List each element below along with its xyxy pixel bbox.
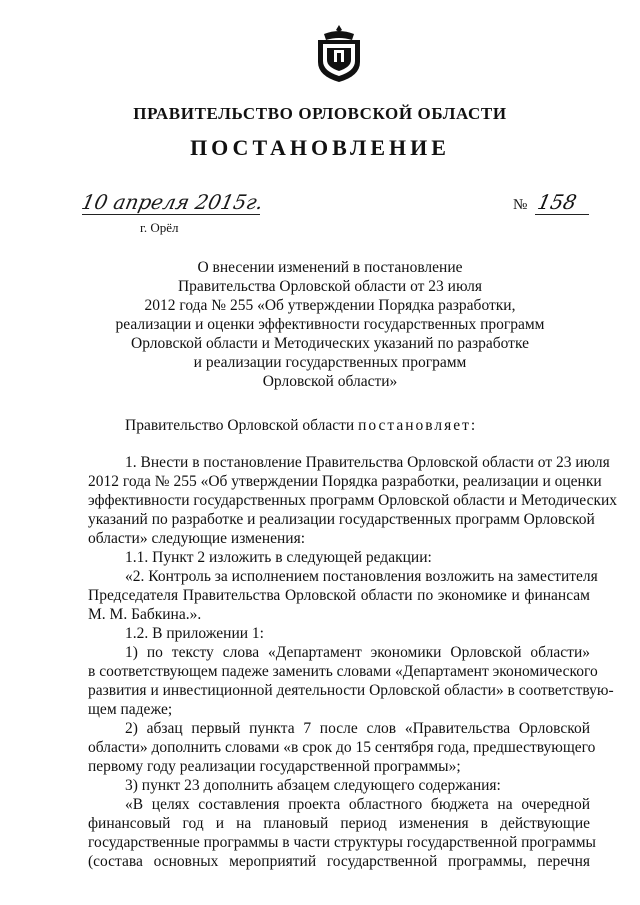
preamble-text: Правительство Орловской области xyxy=(125,417,359,434)
body-line: первому году реализации государственной программы»; xyxy=(88,758,461,775)
title-line: 2012 года № 255 «Об утверждении Порядка разработки, xyxy=(144,297,516,314)
number-underline xyxy=(535,214,589,215)
date-underline xyxy=(82,214,260,215)
coat-of-arms-emblem xyxy=(310,22,368,84)
body-line: области» дополнить словами «в срок до 15 сентября года, предшествующего xyxy=(88,739,596,756)
title-line: Орловской области и Методических указаний по разработке xyxy=(131,335,529,352)
body-line: щем падеже; xyxy=(88,701,173,718)
handwritten-date: 10 апреля 2015г. xyxy=(79,190,266,214)
title-line: Правительства Орловской области от 23 июля xyxy=(177,278,483,295)
body-line: 1.2. В приложении 1: xyxy=(125,625,264,642)
body-line: 3) пункт 23 дополнить абзацем следующего содержания: xyxy=(125,777,501,794)
body-line: указаний по разработке и реализации государственных программ Орловской xyxy=(88,511,595,528)
body-line: 2) абзац первый пункта 7 после слов «Правительства Орловской xyxy=(125,720,590,737)
title-line: О внесении изменений в постановление xyxy=(197,259,463,276)
body-line: 1. Внести в постановление Правительства Орловской области от 23 июля xyxy=(125,454,610,471)
body-line: (состава основных мероприятий государственной программы, перечня xyxy=(88,853,590,870)
preamble xyxy=(125,417,477,435)
document-title xyxy=(80,258,580,391)
title-line: реализации и оценки эффективности государственных программ xyxy=(115,316,545,333)
body-line: финансовый год и на плановый период изменения в действующие xyxy=(88,815,590,832)
body-line: эффективности государственных программ Орловской области и Методических xyxy=(88,492,618,509)
body-line: 1.1. Пункт 2 изложить в следующей редакции: xyxy=(125,549,432,566)
government-name: ПРАВИТЕЛЬСТВО ОРЛОВСКОЙ ОБЛАСТИ xyxy=(133,104,507,123)
body-line: 2012 года № 255 «Об утверждении Порядка разработки, реализации и оценки xyxy=(88,473,602,490)
body-line: развития и инвестиционной деятельности Орловской области» в соответствую- xyxy=(88,682,614,699)
city: г. Орёл xyxy=(140,220,179,235)
preamble-verb: постановляет: xyxy=(358,417,478,434)
body-line: «2. Контроль за исполнением постановления возложить на заместителя xyxy=(125,568,598,585)
body-line: государственные программы в части структуры государственной программы xyxy=(88,834,596,851)
body-line: в соответствующем падеже заменить словами «Департамент экономического xyxy=(88,663,598,680)
title-line: и реализации государственных программ xyxy=(193,354,467,371)
handwritten-number: 158 xyxy=(535,190,579,214)
body-line: М. М. Бабкина.». xyxy=(88,606,202,623)
body-line: 1) по тексту слова «Департамент экономики Орловской области» xyxy=(125,644,590,661)
body-line: области» следующие изменения: xyxy=(88,530,306,547)
document-type: ПОСТАНОВЛЕНИЕ xyxy=(190,135,450,160)
title-line: Орловской области» xyxy=(262,373,398,390)
body-line: Председателя Правительства Орловской области по экономике и финансам xyxy=(88,587,590,604)
body-line: «В целях составления проекта областного бюджета на очередной xyxy=(125,796,590,813)
number-label: № xyxy=(513,197,528,213)
